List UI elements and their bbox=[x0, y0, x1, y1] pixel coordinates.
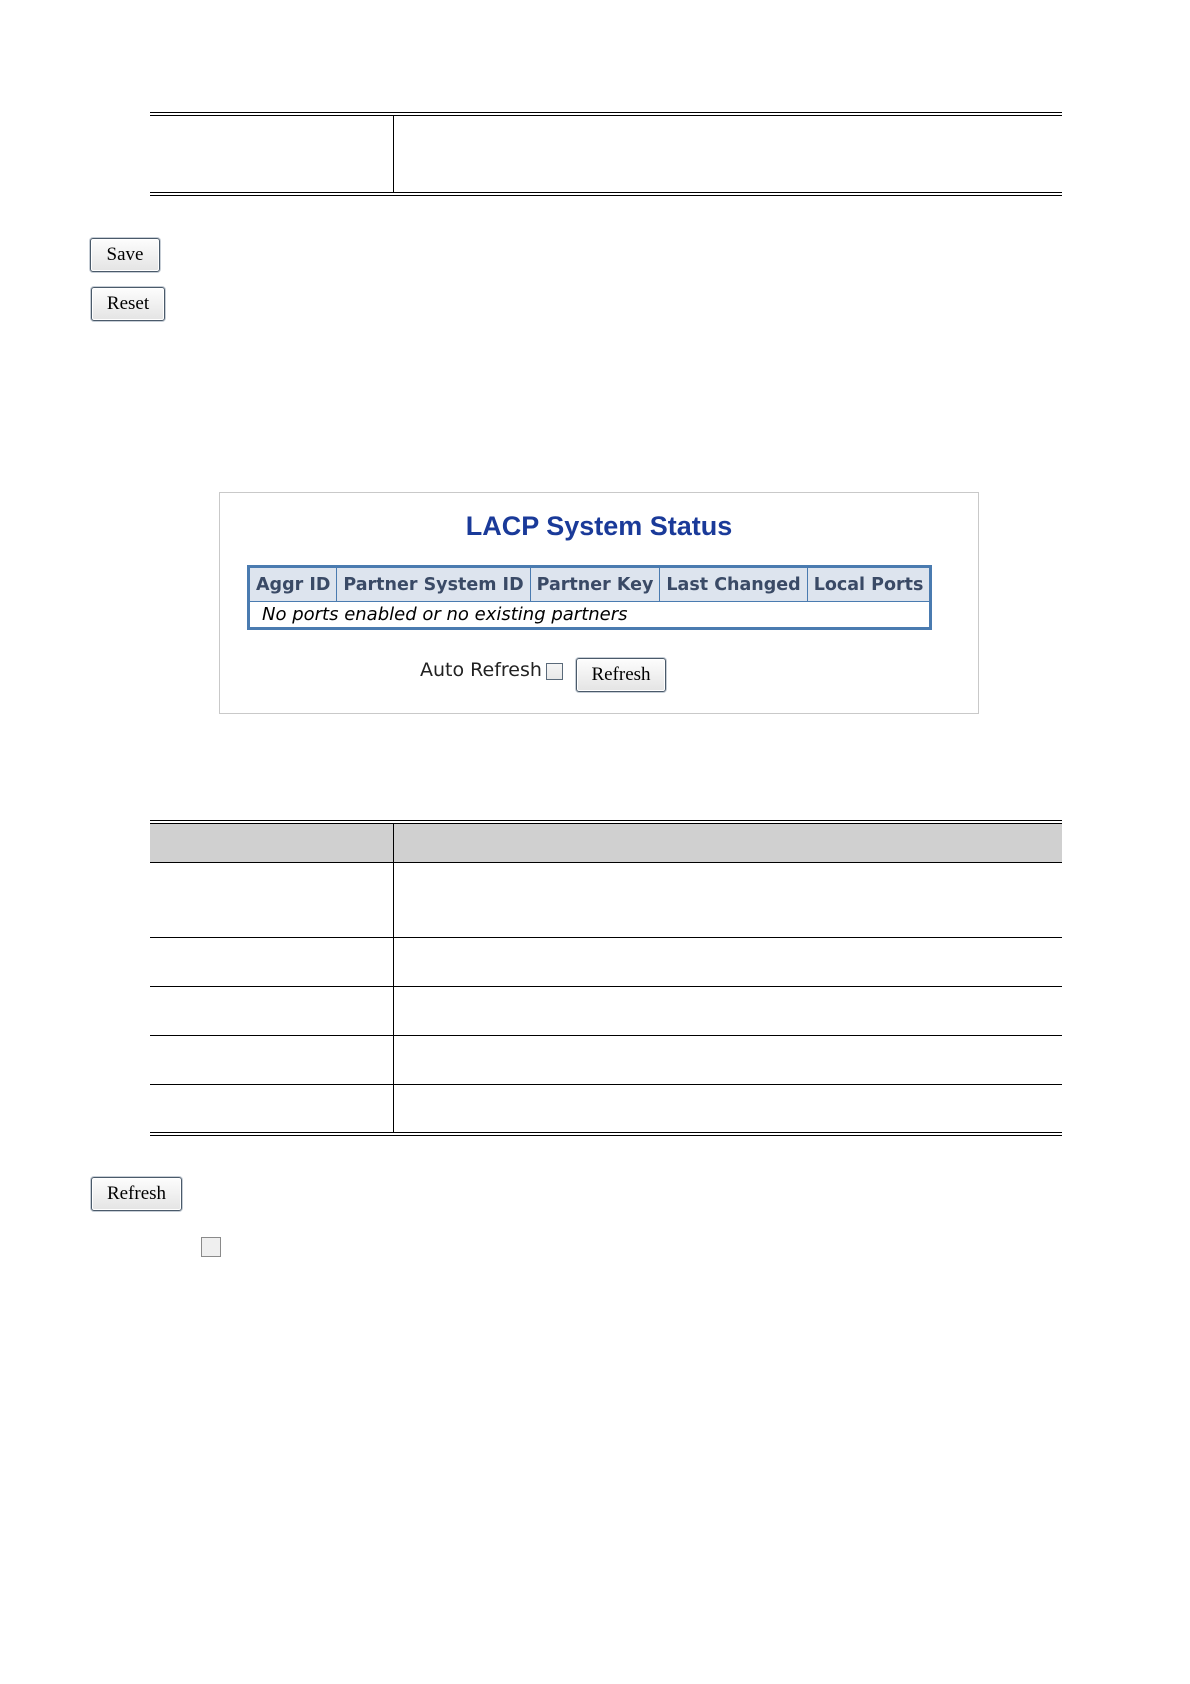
reset-button[interactable]: Reset bbox=[91, 287, 165, 321]
auto-refresh-checkbox[interactable] bbox=[546, 663, 563, 680]
table-row bbox=[249, 602, 931, 629]
row-divider bbox=[150, 1084, 1062, 1085]
column-header-partner-system-id: Partner System ID bbox=[337, 567, 530, 602]
panel-refresh-button[interactable]: Refresh bbox=[576, 658, 666, 692]
column-divider bbox=[393, 116, 394, 192]
save-button[interactable]: Save bbox=[90, 238, 160, 272]
panel-title: LACP System Status bbox=[465, 511, 733, 541]
column-header-aggr-id: Aggr ID bbox=[249, 567, 337, 602]
description-table bbox=[150, 820, 1062, 1136]
lacp-status-table bbox=[247, 565, 932, 630]
table-header-row bbox=[249, 567, 931, 602]
row-divider bbox=[150, 1035, 1062, 1036]
column-header-local-ports: Local Ports bbox=[807, 567, 931, 602]
row-divider bbox=[150, 937, 1062, 938]
description-table-header bbox=[150, 824, 1062, 863]
column-divider bbox=[393, 824, 394, 1132]
column-header-partner-key: Partner Key bbox=[530, 567, 660, 602]
empty-message: No ports enabled or no existing partners bbox=[262, 604, 628, 625]
refresh-button[interactable]: Refresh bbox=[91, 1177, 182, 1211]
parameter-table-fragment bbox=[150, 112, 1062, 196]
column-header-last-changed: Last Changed bbox=[660, 567, 807, 602]
auto-refresh-label: Auto Refresh bbox=[420, 659, 542, 681]
auto-refresh-checkbox-icon bbox=[201, 1237, 221, 1257]
row-divider bbox=[150, 986, 1062, 987]
lacp-system-status-panel bbox=[219, 492, 979, 714]
